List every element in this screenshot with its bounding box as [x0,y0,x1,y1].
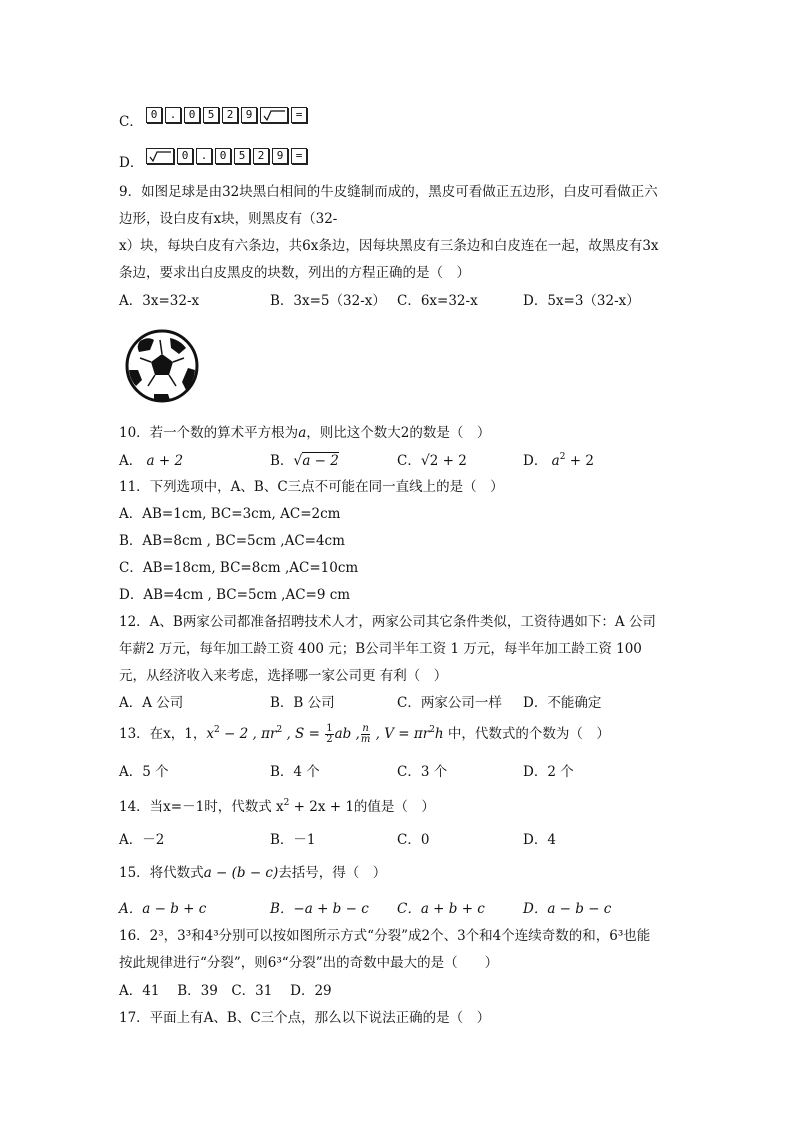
q13-expr-4: ab , [334,726,360,742]
q12-line-2: 年薪2 万元，每年加工龄工资 400 元；B公司半年工资 1 万元，每半年加工龄工资 100 [119,641,642,657]
q13-expr-5-exp: 2 [429,725,435,735]
q10-option-c [397,451,467,471]
q10-option-a-value: a + 2 [146,453,184,469]
q13-expr-5: , V = πr [371,726,430,742]
q8-option-c-keys [146,107,307,123]
q13-option-b: B．4 个 [270,764,320,780]
q10-option-d-tail: + 2 [565,453,594,469]
q10-option-d-label: D． [523,453,548,469]
q15-option-d: D．a − b − c [523,901,612,917]
q13-frac1-den: 2 [326,734,333,745]
q15-expr: a − (b − c) [203,865,279,881]
q10-option-d-exp: 2 [559,452,566,462]
key-0: 0 [184,107,200,123]
q10-stem [119,423,490,443]
q8-option-d-label: D． [119,155,144,171]
q14-option-a: A．－2 [119,832,165,848]
q13-expr-3: , S = [282,726,325,742]
q10-option-b-label: B． [270,453,294,469]
sqrt-icon: √ [293,453,303,469]
key-9: 9 [272,148,288,164]
q13-expr-1-tail: − 2 , πr [219,726,277,742]
q13-option-a: A．5 个 [119,764,169,780]
q9-line-4: 条边，要求出白皮黑皮的块数，列出的方程正确的是（ ） [119,265,470,281]
q15-option-b: B．−a + b − c [270,901,369,917]
q11-stem: 11．下列选项中，A、B、C三点不可能在同一直线上的是（ ） [119,479,504,495]
q12-option-b: B．B 公司 [270,695,335,711]
q13-frac1-num: 1 [326,723,333,734]
sqrt-key-icon [146,148,174,164]
q13-fraction-half [325,724,333,745]
q11-option-d: D．AB=4cm , BC=5cm ,AC=9 cm [119,587,351,603]
q10-option-a [119,451,183,471]
q14-option-b: B．－1 [270,832,316,848]
key-0: 0 [177,148,193,164]
q8-option-d-keys [146,148,307,164]
key-9: 9 [241,107,257,123]
key-equals: = [291,148,307,164]
key-0: 0 [215,148,231,164]
q10-stem-tail: ，则比这个数大2的数是（ ） [306,425,491,441]
q15-option-c: C．a + b + c [397,901,485,917]
q14-exp: 2 [283,798,290,808]
q13-frac2-num: n [362,723,369,734]
q16-line-1: 16．2³，3³和4³分别可以按如图所示方式“分裂”成2个、3个和4个连续奇数的和，6³也能 [119,928,651,944]
soccer-ball-image [124,328,200,404]
q11-option-c: C．AB=18cm, BC=8cm ,AC=10cm [119,560,359,576]
q9-line-3: x）块，每块白皮有六条边，共6x条边，因每块黑皮有三条边和白皮连在一起，故黑皮有3x [119,238,659,254]
q10-option-c-label: C． [397,453,421,469]
q10-option-b-value: a − 2 [302,453,339,469]
q14-stem [119,797,435,817]
key-0: 0 [146,107,162,123]
q11-option-b: B．AB=8cm , BC=5cm ,AC=4cm [119,533,345,549]
q12-option-c: C．两家公司一样 [397,695,502,711]
q10-option-d [523,451,594,471]
q13-frac2-den: m [360,734,371,745]
key-5: 5 [234,148,250,164]
q9-option-b: B．3x=5（32-x） [270,293,386,309]
q10-option-b [270,451,339,471]
q16-line-2: 按此规律进行“分裂”，则6³“分裂”出的奇数中最大的是（ ） [119,955,499,971]
q14-stem-tail: + 2x + 1的值是（ ） [289,799,435,815]
q13-expr-5-tail: h [434,726,444,742]
sqrt-key-icon [260,107,288,123]
q10-stem-var: a [298,425,307,441]
q9-line-1: 9．如图足球是由32块黑白相间的牛皮缝制而成的，黑皮可看做正五边形，白皮可看做正六 [119,184,658,200]
q8-option-c-label: C． [119,114,143,130]
q13-expr-1-exp: 2 [214,725,220,735]
key-2: 2 [253,148,269,164]
q13-option-c: C．3 个 [397,764,448,780]
q14-option-d: D．4 [523,832,556,848]
q15-option-a: A．a − b + c [119,901,207,917]
key-dot: . [165,107,181,123]
q9-option-c: C．6x=32-x [397,293,478,309]
q10-option-a-label: A． [119,453,143,469]
q15-stem-tail: 去括号，得（ ） [278,865,387,881]
q17-stem: 17．平面上有A、B、C三个点，那么以下说法正确的是（ ） [119,1010,491,1026]
q10-option-c-value: 2 + 2 [429,453,467,469]
key-2: 2 [222,107,238,123]
q14-option-c: C．0 [397,832,430,848]
q10-option-d-value: a [551,453,560,469]
q13-stem-text: 13．在x，1， [119,726,207,742]
q12-line-3: 元，从经济收入来考虑，选择哪一家公司更 有利（ ） [119,668,448,684]
q15-stem [119,863,386,883]
key-equals: = [291,107,307,123]
q9-option-d: D．5x=3（32-x） [523,293,640,309]
q9-line-2: 边形，设白皮有x块，则黑皮有（32- [119,211,338,227]
q13-fraction-n-m [361,724,370,745]
q10-stem-text: 10．若一个数的算术平方根为 [119,425,299,441]
q13-expr-2-exp: 2 [276,725,283,735]
q13-stem-tail: 中，代数式的个数为（ ） [443,726,610,742]
q15-stem-text: 15．将代数式 [119,865,204,881]
q16-options: A．41 B．39 C．31 D．29 [119,983,332,999]
q11-option-a: A．AB=1cm, BC=3cm, AC=2cm [119,506,341,522]
key-dot: . [196,148,212,164]
q13-option-d: D．2 个 [523,764,574,780]
q13-expr-1: x [206,726,215,742]
key-5: 5 [203,107,219,123]
q12-line-1: 12．A、B两家公司都准备招聘技术人才，两家公司其它条件类似，工资待遇如下：A 公司 [119,614,656,630]
q9-option-a: A．3x=32-x [119,293,200,309]
q12-option-d: D．不能确定 [523,695,602,711]
q14-stem-text: 14．当x=－1时，代数式 x [119,799,284,815]
sqrt-icon: √ [420,453,430,469]
q13-stem [119,724,610,745]
q12-option-a: A．A 公司 [119,695,184,711]
